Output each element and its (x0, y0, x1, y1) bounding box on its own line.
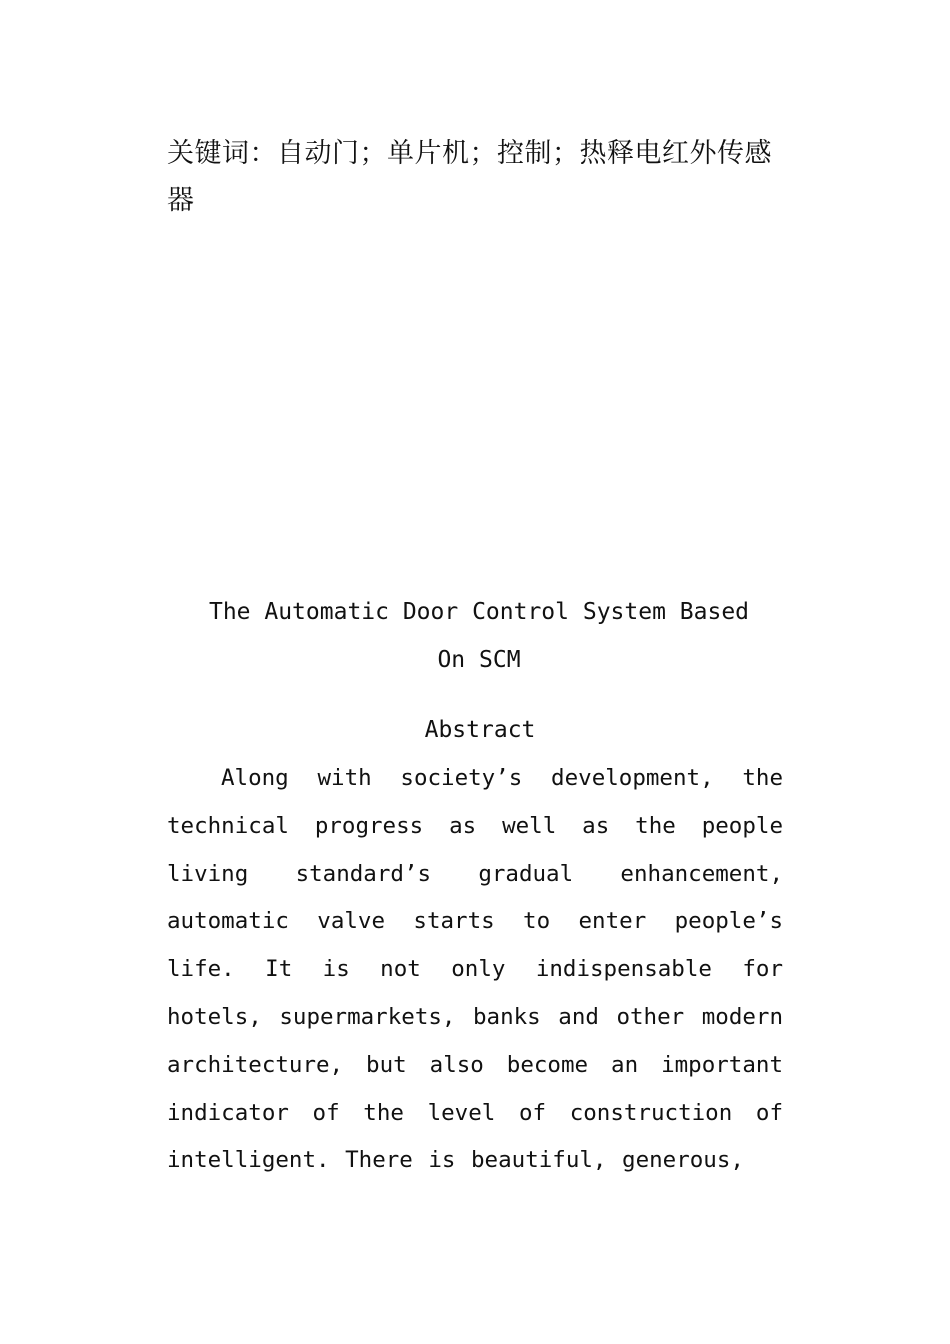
english-title: The Automatic Door Control System Based On SCM (208, 599, 750, 673)
chinese-keywords: 关键词：自动门；单片机；控制；热释电红外传感器 (167, 138, 772, 216)
abstract-body-text: Along with society’s development, the technical progress as well as the people living standard’s gradual enhancement, automatic valve starts to enter people’s life. It is not only indispensable for hotels, supermarkets, banks and other modern architecture, but also become an important indicator of the level of construction of intelligent. There is beautiful, generous, (167, 765, 783, 1174)
abstract-heading: Abstract (424, 717, 536, 743)
